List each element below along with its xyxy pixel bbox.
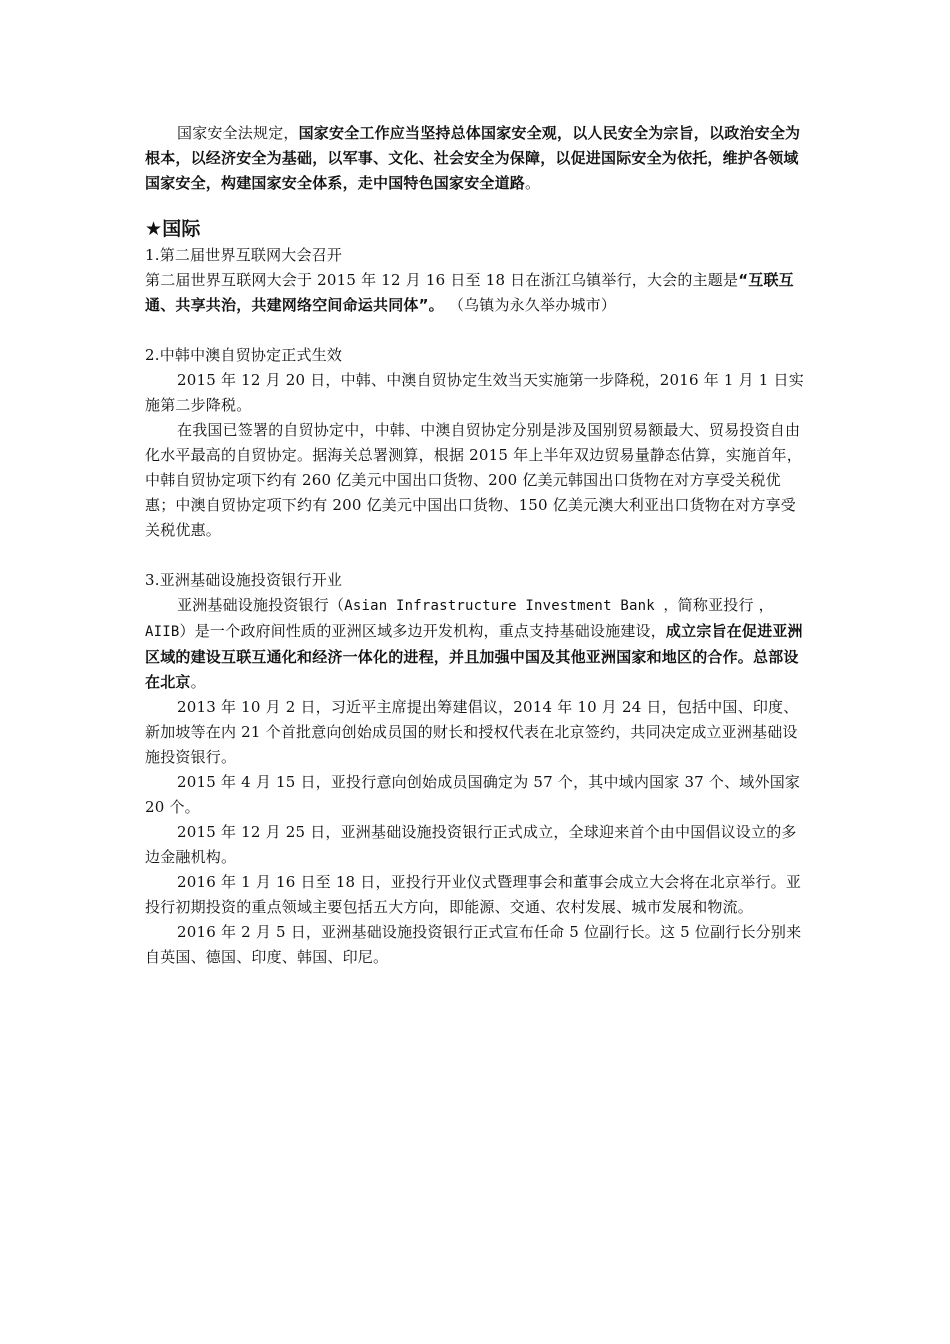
item1-note: （乌镇为永久举办城市） bbox=[443, 296, 617, 314]
spacer bbox=[145, 543, 809, 568]
intro-bold-text: 国家安全工作应当坚持总体国家安全观，以人民安全为宗旨，以政治安全为根本，以经济安全为基础，以军事、文化、社会安全为保障，以促进国际安全为依托，维护各领域国家安全，构建国家安全体系，走中国特色国家安全道路 bbox=[145, 124, 801, 192]
item3-paragraph-6: 2016 年 2 月 5 日，亚洲基础设施投资银行正式宣布任命 5 位副行长。这 5 位副行长分别来自英国、德国、印度、韩国、印尼。 bbox=[145, 923, 802, 966]
item3-p1-abbr: AIIB bbox=[145, 624, 180, 640]
document-page bbox=[145, 121, 809, 970]
section-heading: ★国际 bbox=[145, 218, 201, 240]
item1-paragraph bbox=[145, 268, 809, 318]
spacer bbox=[145, 318, 809, 343]
item1-title: 1.第二届世界互联网大会召开 bbox=[145, 246, 343, 264]
item3-p1-lead: 亚洲基础设施投资银行（ bbox=[177, 596, 345, 614]
item3-paragraph-3: 2015 年 4 月 15 日，亚投行意向创始成员国确定为 57 个，其中域内国家 37 个、域外国家 20 个。 bbox=[145, 773, 801, 816]
item3-p1-english-name: Asian Infrastructure Investment Bank ， bbox=[344, 598, 678, 614]
item3-p1-tail: 。 bbox=[190, 673, 206, 691]
item2-paragraph-1: 2015 年 12 月 20 日，中韩、中澳自贸协定生效当天实施第一步降税，2016 年 1 月 1 日实施第二步降税。 bbox=[145, 371, 804, 414]
item1-theme: “互联互通、共享共治，共建网络空间命运共同体”。 bbox=[145, 271, 794, 314]
item3-paragraph-1 bbox=[145, 593, 809, 695]
intro-tail: 。 bbox=[525, 174, 541, 192]
item2-title: 2.中韩中澳自贸协定正式生效 bbox=[145, 346, 343, 364]
item3-paragraph-5: 2016 年 1 月 16 日至 18 日，亚投行开业仪式暨理事会和董事会成立大会将在北京举行。亚投行初期投资的重点领域主要包括五大方向，即能源、交通、农村发展、城市发展和物流。 bbox=[145, 873, 802, 916]
item3-p1-bold: 成立宗旨在促进亚洲区域的建设互联互通化和经济一体化的进程，并且加强中国及其他亚洲国家和地区的合作。总部设在北京 bbox=[145, 622, 803, 691]
item3-title: 3.亚洲基础设施投资银行开业 bbox=[145, 571, 343, 589]
intro-lead: 国家安全法规定， bbox=[177, 124, 299, 142]
item3-p1-mid: 简称亚投行 ， bbox=[677, 596, 774, 614]
item3-paragraph-2: 2013 年 10 月 2 日，习近平主席提出筹建倡议，2014 年 10 月 24 日，包括中国、印度、新加坡等在内 21 个首批意向创始成员国的财长和授权代表在北京签约，共同决定成立亚洲基础设施投资银行。 bbox=[145, 698, 799, 766]
item3-p1-rest: ）是一个政府间性质的亚洲区域多边开发机构，重点支持基础设施建设， bbox=[179, 622, 666, 640]
item1-lead: 第二届世界互联网大会于 2015 年 12 月 16 日至 18 日在浙江乌镇举行，大会的主题是 bbox=[145, 271, 739, 289]
item2-paragraph-2: 在我国已签署的自贸协定中，中韩、中澳自贸协定分别是涉及国别贸易额最大、贸易投资自由化水平最高的自贸协定。据海关总署测算，根据 2015 年上半年双边贸易量静态估算，实施首年，中韩自贸协定项下约有 260 亿美元中国出口货物、200 亿美元韩国出口货物在对方享受关税优惠；中澳自贸协定项下约有 200 亿美元中国出口货物、150 亿美元澳大利亚出口货物在对方享受关税优惠。 bbox=[145, 421, 802, 539]
item3-paragraph-4: 2015 年 12 月 25 日，亚洲基础设施投资银行正式成立，全球迎来首个由中国倡议设立的多边金融机构。 bbox=[145, 823, 797, 866]
intro-paragraph bbox=[145, 121, 809, 196]
